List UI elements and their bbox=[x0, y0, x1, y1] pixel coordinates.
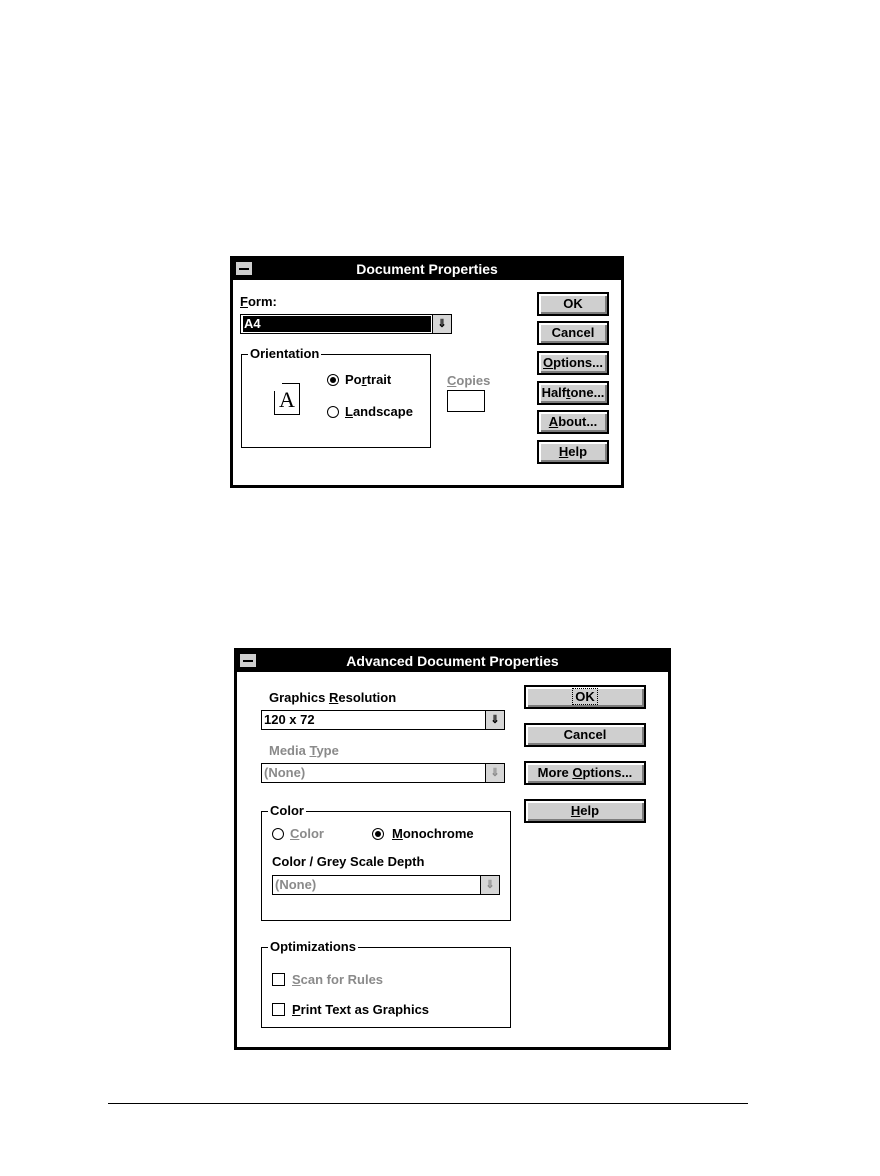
help-button[interactable]: Help bbox=[537, 440, 609, 464]
landscape-radio[interactable] bbox=[327, 406, 339, 418]
advanced-document-properties-dialog bbox=[234, 648, 671, 1050]
form-select-value: A4 bbox=[243, 316, 431, 332]
form-select[interactable] bbox=[240, 314, 452, 334]
dialog-title: Advanced Document Properties bbox=[346, 653, 559, 669]
footer-rule bbox=[108, 1103, 748, 1104]
halftone-button[interactable]: Halftone... bbox=[537, 381, 609, 405]
monochrome-radio[interactable] bbox=[372, 828, 384, 840]
portrait-radio[interactable] bbox=[327, 374, 339, 386]
ok-button[interactable]: OK bbox=[524, 685, 646, 709]
title-bar bbox=[233, 259, 621, 280]
dialog-title: Document Properties bbox=[356, 261, 498, 277]
portrait-label[interactable]: Portrait bbox=[345, 372, 392, 387]
graphics-resolution-label: Graphics Resolution bbox=[269, 690, 397, 705]
media-type-select[interactable] bbox=[261, 763, 505, 783]
dropdown-arrow-icon[interactable]: ⇓ bbox=[480, 876, 499, 894]
optimizations-group bbox=[261, 939, 511, 1028]
graphics-resolution-value: 120 x 72 bbox=[264, 712, 315, 727]
dropdown-arrow-icon[interactable]: ⇓ bbox=[485, 764, 504, 782]
scan-for-rules-label[interactable]: Scan for Rules bbox=[292, 972, 384, 987]
monochrome-label[interactable]: Monochrome bbox=[392, 826, 474, 841]
title-bar bbox=[237, 651, 668, 672]
system-menu-icon[interactable] bbox=[235, 261, 253, 276]
options-button[interactable]: Options... bbox=[537, 351, 609, 375]
media-type-label: Media Type bbox=[269, 743, 339, 758]
print-text-as-graphics-label[interactable]: Print Text as Graphics bbox=[292, 1002, 430, 1017]
scan-for-rules-checkbox[interactable] bbox=[272, 973, 285, 986]
cancel-button[interactable]: Cancel bbox=[537, 321, 609, 345]
document-page-icon: A bbox=[274, 383, 300, 415]
dropdown-arrow-icon[interactable]: ⇓ bbox=[485, 711, 504, 729]
color-group bbox=[261, 803, 511, 921]
form-label: Form: bbox=[240, 294, 277, 309]
print-text-as-graphics-checkbox[interactable] bbox=[272, 1003, 285, 1016]
color-depth-select[interactable] bbox=[272, 875, 500, 895]
landscape-label[interactable]: Landscape bbox=[345, 404, 413, 419]
document-properties-dialog bbox=[230, 256, 624, 488]
color-radio-label[interactable]: Color bbox=[290, 826, 324, 841]
optimizations-legend: Optimizations bbox=[270, 939, 356, 954]
more-options-button[interactable]: More Options... bbox=[524, 761, 646, 785]
color-legend: Color bbox=[270, 803, 304, 818]
copies-input[interactable] bbox=[447, 390, 485, 412]
cancel-button[interactable]: Cancel bbox=[524, 723, 646, 747]
orientation-group bbox=[241, 346, 431, 448]
about-button[interactable]: About... bbox=[537, 410, 609, 434]
media-type-value: (None) bbox=[264, 765, 306, 780]
system-menu-icon[interactable] bbox=[239, 653, 257, 668]
orientation-legend: Orientation bbox=[250, 346, 320, 361]
help-button[interactable]: Help bbox=[524, 799, 646, 823]
color-radio[interactable] bbox=[272, 828, 284, 840]
dropdown-arrow-icon[interactable]: ⇓ bbox=[432, 315, 451, 333]
copies-label: Copies bbox=[447, 373, 491, 388]
graphics-resolution-select[interactable] bbox=[261, 710, 505, 730]
ok-button[interactable]: OK bbox=[537, 292, 609, 316]
color-depth-value: (None) bbox=[275, 877, 317, 892]
color-depth-label: Color / Grey Scale Depth bbox=[272, 854, 425, 869]
